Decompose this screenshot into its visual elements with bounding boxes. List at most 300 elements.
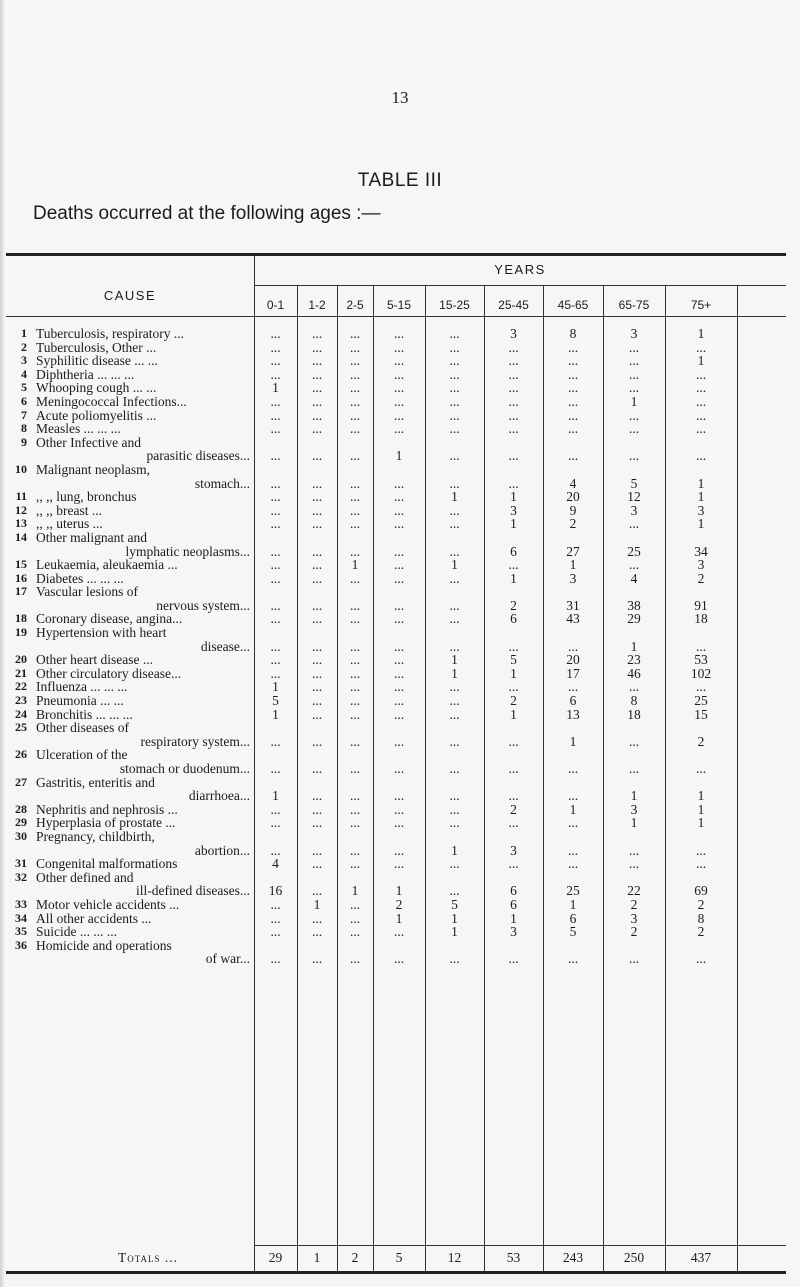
death-count-cell: 34	[694, 543, 708, 559]
death-count-cell: ...	[508, 353, 519, 369]
death-count-cell: 3	[630, 801, 638, 817]
cause-label: Meningococcal Infections...	[36, 393, 187, 409]
death-count-cell: ...	[349, 448, 361, 464]
cause-label: Other circulatory disease...	[36, 665, 182, 681]
death-count-cell: ...	[270, 353, 281, 369]
death-count-cell: ...	[393, 679, 405, 695]
death-count-cell: ...	[508, 788, 519, 804]
death-count-cell: ...	[393, 815, 405, 831]
cause-label: Pregnancy, childbirth,	[36, 828, 155, 844]
death-count-cell: ...	[349, 761, 361, 776]
table-row	[6, 856, 786, 870]
death-count-cell: ...	[393, 856, 405, 872]
cause-label: parasitic diseases...	[146, 448, 250, 464]
death-count-cell: ...	[311, 924, 323, 940]
death-count-cell: ...	[449, 951, 460, 967]
death-count-cell: 6	[510, 543, 517, 559]
death-count-cell: ...	[311, 883, 323, 899]
death-count-cell: ...	[349, 393, 361, 409]
death-count-cell: ...	[449, 597, 460, 613]
death-count-cell: ...	[311, 570, 323, 586]
cause-label: ,, ,, lung, bronchus	[36, 489, 137, 505]
death-count-cell: ...	[393, 489, 405, 505]
death-count-cell: ...	[311, 421, 323, 437]
death-count-cell: ...	[449, 706, 460, 722]
death-count-cell: ...	[393, 801, 405, 817]
death-count-cell: ...	[449, 856, 460, 872]
cause-label: Leukaemia, aleukaemia ...	[36, 557, 178, 573]
death-count-cell: 3	[697, 557, 705, 573]
cause-label: nervous system...	[156, 597, 250, 613]
death-count-cell: ...	[508, 815, 519, 831]
death-count-cell: 5	[630, 475, 638, 491]
death-count-cell: ...	[311, 448, 323, 464]
cause-label: Gastritis, enteritis and	[36, 774, 155, 790]
death-count-cell: ...	[349, 665, 361, 681]
age-column-header: 5-15	[386, 298, 412, 312]
death-count-cell: ...	[393, 366, 405, 382]
death-count-cell: ...	[449, 516, 460, 532]
row-number: 20	[15, 652, 27, 667]
cause-label: Suicide ... ... ...	[36, 924, 117, 940]
death-count-cell: ...	[695, 407, 707, 423]
table-row	[6, 652, 786, 666]
death-count-cell: ...	[311, 652, 323, 668]
total-cell: 250	[623, 1250, 645, 1265]
death-count-cell: 53	[694, 652, 708, 668]
table-title: TABLE III	[357, 170, 443, 191]
death-count-cell: ...	[449, 407, 460, 423]
death-count-cell: ...	[508, 407, 519, 423]
death-count-cell: 1	[697, 788, 705, 804]
years-header: YEARS	[494, 262, 546, 277]
row-number: 21	[15, 665, 27, 680]
death-count-cell: ...	[311, 502, 323, 518]
death-count-cell: ...	[270, 489, 281, 505]
cause-label: ill-defined diseases...	[136, 883, 250, 899]
death-count-cell: 8	[697, 910, 705, 926]
table-row	[6, 503, 786, 517]
death-count-cell: ...	[270, 421, 281, 437]
row-number: 26	[15, 747, 27, 762]
row-number: 17	[15, 584, 27, 599]
total-cell: 53	[506, 1250, 521, 1265]
death-count-cell: 6	[569, 910, 577, 926]
death-count-cell: ...	[311, 326, 323, 341]
death-count-cell: 1	[313, 896, 321, 912]
death-count-cell: ...	[449, 801, 460, 817]
death-count-cell: 3	[510, 502, 517, 518]
death-count-cell: ...	[628, 339, 640, 355]
table-row	[6, 611, 786, 625]
death-count-cell: 1	[697, 516, 705, 532]
table-subtitle: Deaths occurred at the following ages :—	[33, 203, 381, 224]
death-count-cell: ...	[311, 815, 323, 831]
death-count-cell: ...	[628, 366, 640, 382]
table-row	[6, 897, 786, 911]
death-count-cell: 1	[351, 557, 359, 573]
death-count-cell: ...	[628, 842, 640, 858]
death-count-cell: ...	[311, 693, 323, 709]
death-count-cell: ...	[393, 543, 405, 559]
table-row	[6, 367, 786, 381]
death-count-cell: ...	[393, 652, 405, 668]
row-number: 28	[15, 801, 27, 816]
death-count-cell: ...	[508, 366, 519, 382]
table-row	[6, 666, 786, 680]
death-count-cell: 4	[569, 475, 577, 491]
death-count-cell: ...	[349, 570, 361, 586]
death-count-cell: ...	[508, 856, 519, 872]
death-count-cell: ...	[270, 516, 281, 532]
death-count-cell: ...	[567, 815, 579, 831]
cause-label: ,, ,, uterus ...	[36, 516, 103, 532]
table-row	[6, 435, 786, 462]
row-number: 16	[15, 570, 27, 585]
death-count-cell: ...	[393, 611, 405, 627]
death-count-cell: ...	[567, 951, 579, 967]
death-count-cell: ...	[311, 475, 323, 491]
table-row	[6, 380, 786, 394]
cause-label: Bronchitis ... ... ...	[36, 706, 133, 722]
death-count-cell: 6	[510, 896, 517, 912]
death-count-cell: ...	[393, 706, 405, 722]
row-number: 36	[15, 937, 27, 952]
death-count-cell: ...	[311, 951, 323, 967]
death-count-cell: ...	[349, 856, 361, 872]
death-count-cell: ...	[567, 788, 579, 804]
death-count-cell: 31	[566, 597, 580, 613]
death-count-cell: ...	[393, 380, 405, 396]
death-count-cell: ...	[349, 679, 361, 695]
death-count-cell: ...	[508, 557, 519, 573]
death-count-cell: ...	[393, 570, 405, 586]
table-row	[6, 707, 786, 721]
death-count-cell: ...	[695, 856, 707, 872]
death-count-cell: ...	[567, 353, 579, 369]
table-row	[6, 747, 786, 774]
death-count-cell: ...	[349, 475, 361, 491]
death-count-cell: 5	[451, 896, 458, 912]
death-count-cell: ...	[349, 638, 361, 654]
death-count-cell: ...	[567, 679, 579, 695]
death-count-cell: ...	[628, 421, 640, 437]
cause-label: Acute poliomyelitis ...	[36, 407, 157, 423]
death-count-cell: ...	[270, 665, 281, 681]
cause-label: All other accidents ...	[36, 910, 152, 926]
table-row	[6, 557, 786, 571]
death-count-cell: 1	[697, 801, 705, 817]
table-row	[6, 462, 786, 489]
death-count-cell: 3	[510, 842, 517, 858]
death-count-cell: ...	[311, 353, 323, 369]
cause-label: ,, ,, breast ...	[36, 502, 102, 518]
death-count-cell: 1	[272, 706, 279, 722]
death-count-cell: ...	[349, 788, 361, 804]
table-body	[6, 326, 786, 965]
death-count-cell: ...	[349, 896, 361, 912]
row-number: 23	[15, 693, 27, 708]
row-number: 19	[15, 625, 27, 640]
death-count-cell: ...	[311, 788, 323, 804]
death-count-cell: ...	[449, 421, 460, 437]
death-count-cell: 3	[697, 502, 705, 518]
death-count-cell: ...	[567, 638, 579, 654]
death-count-cell: ...	[567, 448, 579, 464]
death-count-cell: ...	[270, 475, 281, 491]
death-count-cell: ...	[349, 801, 361, 817]
table-row	[6, 516, 786, 530]
death-count-cell: ...	[628, 407, 640, 423]
death-count-cell: 46	[627, 665, 641, 681]
death-count-cell: ...	[270, 910, 281, 926]
death-count-cell: ...	[270, 815, 281, 831]
death-count-cell: ...	[270, 733, 281, 749]
death-count-cell: 2	[697, 733, 705, 749]
death-count-cell: 1	[697, 815, 705, 831]
death-count-cell: ...	[393, 339, 405, 355]
death-count-cell: 1	[569, 896, 577, 912]
death-count-cell: 2	[697, 570, 705, 586]
death-count-cell: 23	[627, 652, 641, 668]
death-count-cell: 2	[630, 896, 638, 912]
death-count-cell: 1	[395, 883, 403, 899]
total-cell: 5	[395, 1250, 403, 1265]
total-cell: 12	[447, 1250, 462, 1265]
cause-label: Diabetes ... ... ...	[36, 570, 124, 586]
death-count-cell: ...	[393, 842, 405, 858]
death-count-cell: ...	[508, 733, 519, 749]
cause-label: Other malignant and	[36, 529, 147, 545]
death-count-cell: 1	[697, 353, 705, 369]
death-count-cell: 1	[351, 883, 359, 899]
cause-label: Other Infective and	[36, 434, 141, 450]
death-count-cell: ...	[311, 801, 323, 817]
total-cell: 437	[690, 1250, 712, 1265]
death-count-cell: ...	[393, 353, 405, 369]
table-row	[6, 340, 786, 354]
cause-label: Other defined and	[36, 869, 134, 885]
death-count-cell: ...	[311, 706, 323, 722]
row-number: 35	[15, 924, 27, 939]
death-count-cell: 69	[694, 883, 708, 899]
death-count-cell: 3	[510, 924, 517, 940]
total-cell: 29	[268, 1250, 283, 1265]
row-number: 3	[21, 353, 27, 368]
death-count-cell: ...	[393, 733, 405, 749]
death-count-cell: ...	[311, 339, 323, 355]
row-number: 34	[15, 910, 27, 925]
death-count-cell: 1	[272, 788, 279, 804]
row-number: 15	[15, 557, 27, 572]
death-count-cell: ...	[393, 475, 405, 491]
death-count-cell: ...	[695, 638, 707, 654]
death-count-cell: ...	[567, 380, 579, 396]
death-count-cell: ...	[449, 339, 460, 355]
death-count-cell: ...	[695, 366, 707, 382]
death-count-cell: ...	[349, 693, 361, 709]
death-count-cell: 1	[697, 489, 705, 505]
death-count-cell: ...	[449, 679, 460, 695]
death-count-cell: ...	[508, 393, 519, 409]
row-number: 33	[15, 896, 27, 911]
death-count-cell: ...	[349, 421, 361, 437]
death-count-cell: ...	[393, 638, 405, 654]
cause-label: Motor vehicle accidents ...	[36, 896, 180, 912]
cause-label: Other diseases of	[36, 720, 129, 736]
death-count-cell: ...	[695, 951, 707, 967]
death-count-cell: 6	[569, 693, 577, 709]
death-count-cell: ...	[270, 761, 281, 776]
death-count-cell: ...	[311, 489, 323, 505]
death-count-cell: ...	[349, 543, 361, 559]
death-count-cell: ...	[349, 366, 361, 382]
death-count-cell: ...	[695, 421, 707, 437]
table-row	[6, 775, 786, 802]
table-row	[6, 421, 786, 435]
death-count-cell: ...	[567, 761, 579, 776]
age-column-header: 1-2	[308, 298, 326, 312]
death-count-cell: ...	[695, 380, 707, 396]
header-bottom-line	[6, 316, 786, 317]
death-count-cell: ...	[508, 951, 519, 967]
death-count-cell: ...	[695, 448, 707, 464]
death-count-cell: 1	[569, 557, 577, 573]
death-count-cell: ...	[393, 693, 405, 709]
table-row	[6, 815, 786, 829]
cause-label: Coronary disease, angina...	[36, 611, 183, 627]
totals-top-line	[254, 1245, 786, 1246]
death-count-cell: ...	[449, 475, 460, 491]
death-count-cell: 1	[272, 679, 279, 695]
death-count-cell: ...	[628, 353, 640, 369]
cause-label: Homicide and operations	[36, 937, 172, 953]
page-edge-shadow	[0, 0, 5, 1287]
death-count-cell: 2	[630, 924, 638, 940]
death-count-cell: ...	[695, 761, 707, 776]
bottom-rule	[6, 1271, 786, 1274]
table-row	[6, 394, 786, 408]
row-number: 13	[15, 516, 27, 531]
death-count-cell: ...	[567, 339, 579, 355]
death-count-cell: 1	[395, 910, 403, 926]
table-row	[6, 720, 786, 747]
death-count-cell: ...	[695, 339, 707, 355]
row-number: 18	[15, 611, 27, 626]
death-count-cell: ...	[270, 557, 281, 573]
death-count-cell: 1	[451, 557, 458, 573]
death-count-cell: 25	[694, 693, 708, 709]
death-count-cell: ...	[628, 448, 640, 464]
cause-label: Whooping cough ... ...	[36, 380, 157, 396]
row-number: 6	[21, 393, 27, 408]
death-count-cell: ...	[393, 924, 405, 940]
death-count-cell: 1	[569, 801, 577, 817]
row-number: 4	[21, 366, 27, 381]
totals-label: Totals ...	[117, 1250, 179, 1265]
death-count-cell: ...	[270, 924, 281, 940]
death-count-cell: 1	[510, 665, 517, 681]
table-row	[6, 353, 786, 367]
cause-label: Nephritis and nephrosis ...	[36, 801, 178, 817]
death-count-cell: ...	[695, 842, 707, 858]
death-count-cell: ...	[349, 652, 361, 668]
death-count-cell: ...	[270, 638, 281, 654]
table-row	[6, 829, 786, 856]
death-count-cell: 2	[697, 924, 705, 940]
death-count-cell: ...	[567, 856, 579, 872]
death-count-cell: ...	[349, 706, 361, 722]
death-count-cell: 1	[510, 706, 517, 722]
death-count-cell: 20	[566, 489, 580, 505]
cause-label: Pneumonia ... ...	[36, 693, 124, 709]
death-count-cell: ...	[449, 788, 460, 804]
age-column-header: 75+	[690, 298, 712, 312]
row-number: 9	[21, 434, 27, 449]
deaths-by-age-table	[6, 256, 786, 1271]
age-column-header: 15-25	[439, 298, 470, 312]
table-row	[6, 571, 786, 585]
death-count-cell: ...	[311, 380, 323, 396]
row-number: 11	[15, 489, 27, 504]
table-row	[6, 408, 786, 422]
death-count-cell: ...	[349, 326, 361, 341]
age-column-header: 0-1	[266, 298, 285, 312]
death-count-cell: 1	[451, 842, 458, 858]
death-count-cell: ...	[311, 842, 323, 858]
death-count-cell: ...	[393, 516, 405, 532]
death-count-cell: ...	[270, 339, 281, 355]
death-count-cell: ...	[349, 339, 361, 355]
table-row	[6, 530, 786, 557]
cause-label: Hyperplasia of prostate ...	[36, 815, 176, 831]
death-count-cell: 8	[569, 326, 577, 341]
death-count-cell: ...	[508, 638, 519, 654]
death-count-cell: 20	[566, 652, 580, 668]
death-count-cell: ...	[311, 557, 323, 573]
death-count-cell: ...	[311, 679, 323, 695]
table-row	[6, 938, 786, 965]
cause-label: Congenital malformations	[36, 856, 178, 872]
death-count-cell: ...	[270, 502, 281, 518]
death-count-cell: ...	[311, 761, 323, 776]
death-count-cell: 8	[630, 693, 638, 709]
death-count-cell: 2	[510, 597, 517, 613]
death-count-cell: ...	[449, 326, 460, 341]
death-count-cell: 1	[697, 475, 705, 491]
cause-label: Measles ... ... ...	[36, 421, 121, 437]
death-count-cell: ...	[349, 815, 361, 831]
death-count-cell: 22	[627, 883, 641, 899]
death-count-cell: ...	[508, 380, 519, 396]
death-count-cell: ...	[449, 570, 460, 586]
death-count-cell: ...	[270, 611, 281, 627]
row-number: 14	[15, 529, 27, 544]
cause-label: abortion...	[194, 842, 250, 858]
row-number: 1	[21, 326, 27, 340]
death-count-cell: 91	[694, 597, 708, 613]
row-number: 2	[21, 339, 27, 354]
years-underline	[254, 285, 786, 286]
death-count-cell: 1	[697, 326, 705, 341]
death-count-cell: 18	[694, 611, 708, 627]
death-count-cell: ...	[393, 557, 405, 573]
row-number: 10	[15, 461, 27, 476]
death-count-cell: 12	[627, 489, 641, 505]
death-count-cell: ...	[567, 407, 579, 423]
death-count-cell: ...	[311, 543, 323, 559]
cause-label: lymphatic neoplasms...	[125, 543, 250, 559]
